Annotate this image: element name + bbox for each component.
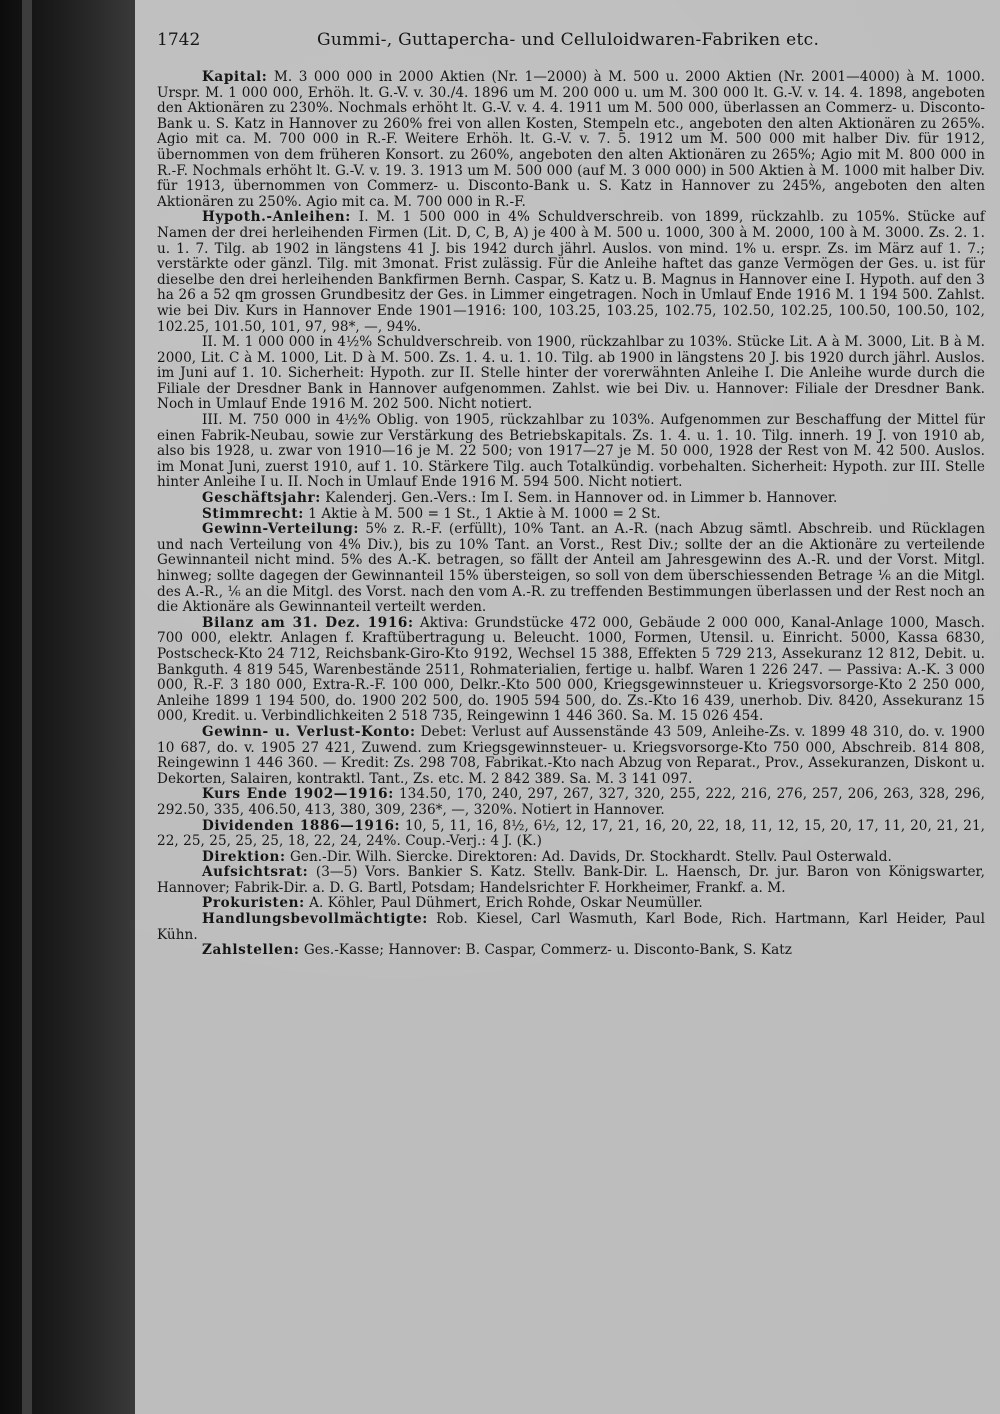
paragraph-prokuristen [157, 896, 985, 912]
section-text: M. 3 000 000 in 2000 Aktien (Nr. 1—2000) à M. 500 u. 2000 Aktien (Nr. 2001—4000) à M. 1000. Urspr. M. 1 000 000, Erhöh. lt. G.-V. v. 30./4. 1896 um M. 200 000 u. um M. 300 000 lt. G.-V. v. 14. 4. 1898, angeboten den Aktionären zu 230%. Nochmals erhöht lt. G.-V. v. 4. 4. 1911 um M. 500 000, überlassen an Commerz- u. Disconto-Bank u. S. Katz in Hannover zu 260% frei von allen Kosten, Stempeln etc., angeboten den alten Aktionären zu 265%. Agio mit ca. M. 700 000 in R.-F. Weitere Erhöh. lt. G.-V. v. 7. 5. 1912 um M. 500 000 mit halber Div. für 1912, übernommen von dem früheren Konsort. zu 260%, angeboten den alten Aktionären zu 265%; Agio mit M. 800 000 in R.-F. Nochmals erhöht lt. G.-V. v. 19. 3. 1913 um M. 500 000 (auf M. 3 000 000) in 500 Aktien à M. 1000 mit halber Div. für 1913, übernommen von Commerz- u. Disconto-Bank u. S. Katz in Hannover zu 245%, angeboten den alten Aktionären zu 250%. Agio mit ca. M. 700 000 in R.-F. [157, 69, 985, 210]
section-text: Debet: Verlust auf Aussenstände 43 509, Anleihe-Zs. v. 1899 48 310, do. v. 1900 10 687, do. v. 1905 27 421, Zuwend. zum Kriegsgewinnsteuer- u. Kriegsvorsorge-Kto 750 000, Abschreib. 814 808, Reingewinn 1 446 360. — Kredit: Zs. 298 708, Fabrikat.-Kto nach Abzug von Reparat., Prov., Assekuranzen, Diskont u. Dekorten, Salairen, kontraktl. Tant., Zs. etc. M. 2 842 389. Sa. M. 3 141 097. [157, 723, 985, 787]
paragraph-geschaeftsjahr [157, 491, 985, 507]
paragraph-zahlstellen [157, 943, 985, 959]
paragraph-gewinn-verteilung [157, 522, 985, 616]
section-label: Stimmrecht: [202, 505, 304, 522]
section-text: III. M. 750 000 in 4½% Oblig. von 1905, rückzahlbar zu 103%. Aufgenommen zur Beschaffung der Mittel für einen Fabrik-Neubau, sowie zur Verstärkung des Betriebskapitals. Zs. 1. 4. u. 1. 10. Tilg. innerh. 19 J. von 1910 ab, also bis 1928, u. zwar von 1910—16 je M. 22 500; von 1917—27 je M. 50 000, 1928 der Rest von M. 42 500. Auslos. im Monat Juni, zuerst 1910, auf 1. 10. Stärkere Tilg. auch Totalkündig. vorbehalten. Sicherheit: Hypoth. zur III. Stelle hinter Anleihe I u. II. Noch in Umlauf Ende 1916 M. 594 500. Nicht notiert. [157, 412, 985, 491]
section-label: Handlungsbevollmächtigte: [202, 911, 428, 928]
section-text: 1 Aktie à M. 500 = 1 St., 1 Aktie à M. 1000 = 2 St. [308, 505, 661, 522]
section-text: 10, 5, 11, 16, 8½, 6½, 12, 17, 21, 16, 20, 22, 18, 11, 12, 15, 20, 17, 11, 20, 21, 21, 22, 25, 25, 25, 25, 18, 22, 24, 24%. Coup.-Verj.: 4 J. (K.) [157, 817, 986, 850]
paragraph-bilanz [157, 616, 985, 725]
paragraph-aufsichtsrat [157, 865, 985, 896]
section-label: Geschäftsjahr: [202, 490, 321, 507]
section-label: Zahlstellen: [202, 942, 300, 959]
page-number: 1742 [157, 30, 201, 50]
paragraph-handlungsbevollmaechtigte [157, 912, 985, 943]
section-text: 134.50, 170, 240, 297, 267, 327, 320, 255, 222, 216, 276, 257, 206, 263, 328, 296, 292.50, 335, 406.50, 413, 380, 309, 236*, —, 320%. Notiert in Hannover. [157, 786, 986, 818]
section-label: Aufsichtsrat: [202, 864, 309, 881]
running-title: Gummi-, Guttapercha- und Celluloidwaren-Fabriken etc. [317, 30, 820, 50]
section-label: Prokuristen: [202, 895, 305, 912]
page-header [157, 30, 977, 54]
paragraph-gewinn-verlust [157, 725, 985, 787]
section-text: Ges.-Kasse; Hannover: B. Caspar, Commerz- u. Disconto-Bank, S. Katz [303, 942, 792, 959]
section-label: Kurs Ende 1902—1916: [202, 786, 394, 803]
section-text: (3—5) Vors. Bankier S. Katz. Stellv. Bank-Dir. L. Haensch, Dr. jur. Baron von Königswarter, Hannover; Fabrik-Dir. a. D. G. Bartl, Potsdam; Handelsrichter F. Horkheimer, Frankf. a. M. [157, 864, 985, 896]
document-body [157, 70, 985, 959]
section-text: A. Köhler, Paul Dühmert, Erich Rohde, Oskar Neumüller. [309, 895, 703, 912]
paragraph-hypoth-anleihen [157, 210, 985, 335]
section-text: Aktiva: Grundstücke 472 000, Gebäude 2 000 000, Kanal-Anlage 1000, Masch. 700 000, elektr. Anlagen f. Kraftübertragung u. Beleucht. 1000, Formen, Utensil. u. Einricht. 5000, Kassa 6830, Postscheck-Kto 24 712, Reichsbank-Giro-Kto 9192, Wechsel 15 388, Effekten 5 729 213, Assekuranz 12 812, Debit. u. Bankguth. 4 819 545, Warenbestände 2511, Rohmaterialien, fertige u. halbf. Waren 1 226 247. — Passiva: A.-K. 3 000 000, R.-F. 3 180 000, Extra-R.-F. 100 000, Delkr.-Kto 500 000, Kriegsgewinnsteuer u. Kriegsvorsorge-Kto 2 250 000, Anleihe 1899 1 194 500, do. 1900 202 500, do. 1905 594 500, do. Zs.-Kto 16 439, unerhob. Div. 8420, Assekuranz 15 000, Kredit. u. Verbindlichkeiten 2 518 735, Reingewinn 1 446 360. Sa. M. 15 026 454. [157, 614, 985, 725]
paragraph-anleihe-iii [157, 413, 985, 491]
section-text: Rob. Kiesel, Carl Wasmuth, Karl Bode, Rich. Hartmann, Karl Heider, Paul Kühn. [157, 911, 985, 943]
document-page [135, 0, 1000, 1414]
section-label: Dividenden 1886—1916: [202, 817, 401, 834]
section-text: II. M. 1 000 000 in 4½% Schuldverschreib. von 1900, rückzahlbar zu 103%. Stücke Lit. A à M. 3000, Lit. B à M. 2000, Lit. C à M. 1000, Lit. D à M. 500. Zs. 1. 4. u. 1. 10. Tilg. ab 1900 in längstens 20 J. bis 1920 durch jährl. Auslos. im Juni auf 1. 10. Sicherheit: Hypoth. zur II. Stelle hinter der vorerwähnten Anleihe I. Die Anleihe wurde durch die Filiale der Dresdner Bank in Hannover aufgenommen. Zahlst. wie bei Div. u. Hannover: Filiale der Dresdner Bank. Noch in Umlauf Ende 1916 M. 202 500. Nicht notiert. [157, 334, 985, 413]
section-label: Hypoth.-Anleihen: [202, 209, 351, 226]
section-text: I. M. 1 500 000 in 4% Schuldverschreib. von 1899, rückzahlb. zu 105%. Stücke auf Namen der drei herleihenden Firmen (Lit. D, C, B, A) je 400 à M. 500 u. 1000, 300 à M. 2000, 100 à M. 3000. Zs. 2. 1. u. 1. 7. Tilg. ab 1902 in längstens 41 J. bis 1942 durch jährl. Auslos. von mind. 1% u. erspr. Zs. im März auf 1. 7.; verstärkte oder gänzl. Tilg. mit 3monat. Frist zulässig. Für die Anleihe haftet das ganze Vermögen der Ges. u. ist für dieselbe den drei herleihenden Bankfirmen Bernh. Caspar, S. Katz u. B. Magnus in Hannover eine I. Hypoth. auf den 3 ha 26 a 52 qm grossen Grundbesitz der Ges. in Limmer eingetragen. Noch in Umlauf Ende 1916 M. 1 194 500. Zahlst. wie bei Div. Kurs in Hannover Ende 1901—1916: 100, 103.25, 103.25, 102.75, 102.50, 102.25, 100.50, 100.50, 102, 102.25, 101.50, 101, 97, 98*, —, 94%. [157, 209, 985, 335]
section-label: Direktion: [202, 848, 286, 865]
paragraph-anleihe-ii [157, 335, 985, 413]
paragraph-dividenden [157, 819, 985, 850]
section-label: Kapital: [202, 69, 268, 85]
paragraph-kurs [157, 787, 985, 818]
section-text: Gen.-Dir. Wilh. Siercke. Direktoren: Ad. Davids, Dr. Stockhardt. Stellv. Paul Osterwald. [289, 848, 892, 865]
section-label: Gewinn-Verteilung: [202, 521, 359, 538]
section-text: Kalenderj. Gen.-Vers.: Im I. Sem. in Hannover od. in Limmer b. Hannover. [325, 490, 838, 507]
paragraph-direktion [157, 850, 985, 866]
section-text: 5% z. R.-F. (erfüllt), 10% Tant. an A.-R. (nach Abzug sämtl. Abschreib. und Rücklagen und nach Verteilung von 4% Div.), bis zu 10% Tant. an Vorst., Rest Div.; sollte der an die Aktionäre zu verteilende Gewinnanteil nicht mind. 5% des A.-K. betragen, so fällt der Anteil am Jahresgewinn des A.-R. und der Vorst. Mitgl. hinweg; sollte dagegen der Gewinnanteil 15% übersteigen, so soll von dem überschiessenden Betrage ⅙ an die Mitgl. des A.-R., ⅙ an die Mitgl. des Vorst. nach den vom A.-R. zu treffenden Bestimmungen überlassen und der Rest noch an die Aktionäre als Gewinnanteil verteilt werden. [157, 521, 985, 616]
paragraph-stimmrecht [157, 507, 985, 523]
spine-edge [22, 0, 32, 1414]
book-spine [0, 0, 135, 1414]
section-label: Bilanz am 31. Dez. 1916: [202, 614, 414, 631]
paragraph-kapital [157, 70, 985, 210]
section-label: Gewinn- u. Verlust-Konto: [202, 723, 416, 740]
